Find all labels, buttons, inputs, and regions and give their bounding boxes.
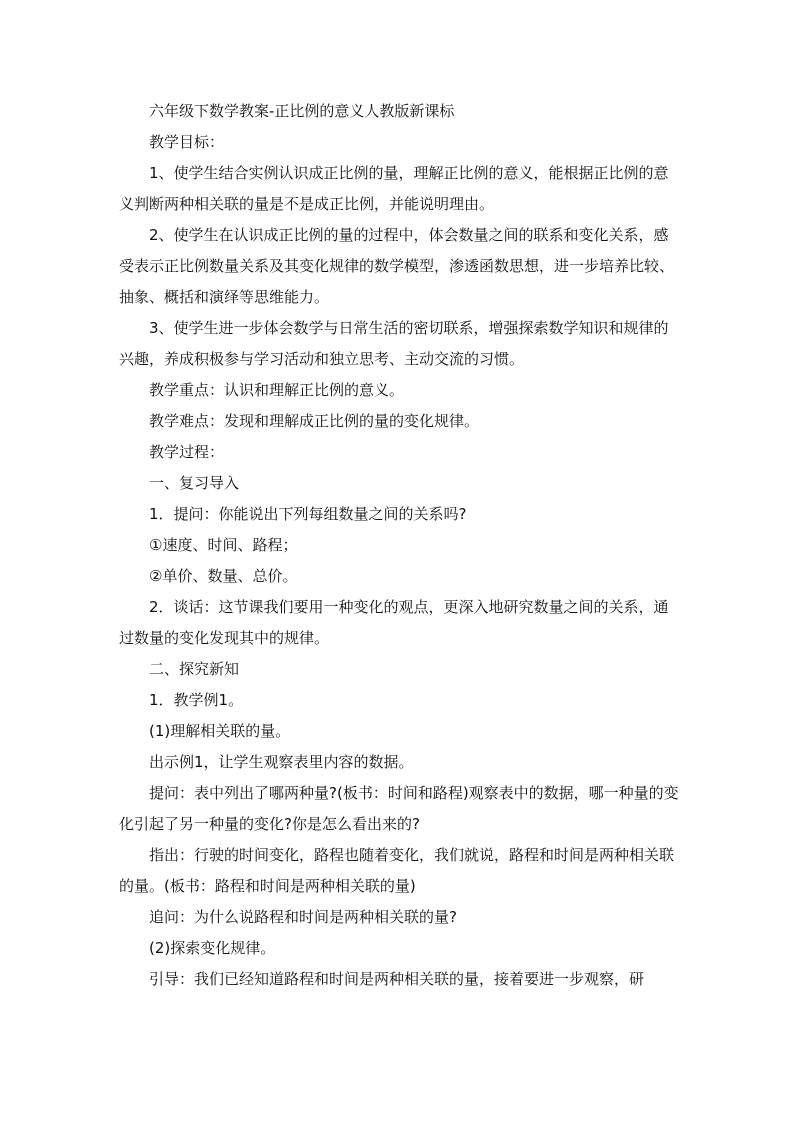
paragraph-goal-2: 2、使学生在认识成正比例的量的过程中，体会数量之间的联系和变化关系，感受表示正比例数量关系及其变化规律的数学模型，渗透函数思想，进一步培养比较、抽象、概括和演绎等思维能力。 <box>119 226 675 306</box>
paragraph-process-heading: 教学过程： <box>149 443 225 461</box>
paragraph-show-example: 出示例1，让学生观察表里内容的数据。 <box>149 753 414 771</box>
paragraph-talk: 2．谈话：这节课我们要用一种变化的观点，更深入地研究数量之间的关系，通过数量的变化发现其中的规律。 <box>119 598 669 647</box>
paragraph-question-1: 1．提问：你能说出下列每组数量之间的关系吗? <box>149 505 467 523</box>
section-heading-explore: 二、探究新知 <box>149 660 240 678</box>
paragraph-key-point: 教学重点：认识和理解正比例的意义。 <box>149 381 405 399</box>
list-item-speed: ①速度、时间、路程； <box>149 536 298 554</box>
paragraph-goal-3: 3、使学生进一步体会数学与日常生活的密切联系，增强探索数学知识和规律的兴趣，养成积极参与学习活动和独立思考、主动交流的习惯。 <box>119 319 669 368</box>
document-title: 六年级下数学教案-正比例的意义人教版新课标 <box>149 102 455 120</box>
paragraph-teaching-goals-heading: 教学目标： <box>149 133 225 151</box>
document-body <box>119 96 679 995</box>
paragraph-point-out: 指出：行驶的时间变化，路程也随着变化，我们就说，路程和时间是两种相关联的量。(板书：路程和时间是两种相关联的量) <box>119 846 675 895</box>
section-heading-review: 一、复习导入 <box>149 474 240 492</box>
paragraph-question-2: 提问：表中列出了哪两种量?(板书：时间和路程)观察表中的数据，哪一种量的变化引起了另一种量的变化?你是怎么看出来的? <box>119 784 679 833</box>
paragraph-guide: 引导：我们已经知道路程和时间是两种相关联的量，接着要进一步观察，研 <box>149 970 645 988</box>
paragraph-explore-rules: (2)探索变化规律。 <box>149 939 276 957</box>
paragraph-goal-1: 1、使学生结合实例认识成正比例的量，理解正比例的意义，能根据正比例的意义判断两种相关联的量是不是成正比例，并能说明理由。 <box>119 164 669 213</box>
paragraph-example-1: 1．教学例1。 <box>149 691 244 709</box>
paragraph-follow-up: 追问：为什么说路程和时间是两种相关联的量? <box>149 908 457 926</box>
list-item-price: ②单价、数量、总价。 <box>149 567 298 585</box>
paragraph-difficulty: 教学难点：发现和理解成正比例的量的变化规律。 <box>149 412 480 430</box>
paragraph-related-quantities: (1)理解相关联的量。 <box>149 722 291 740</box>
